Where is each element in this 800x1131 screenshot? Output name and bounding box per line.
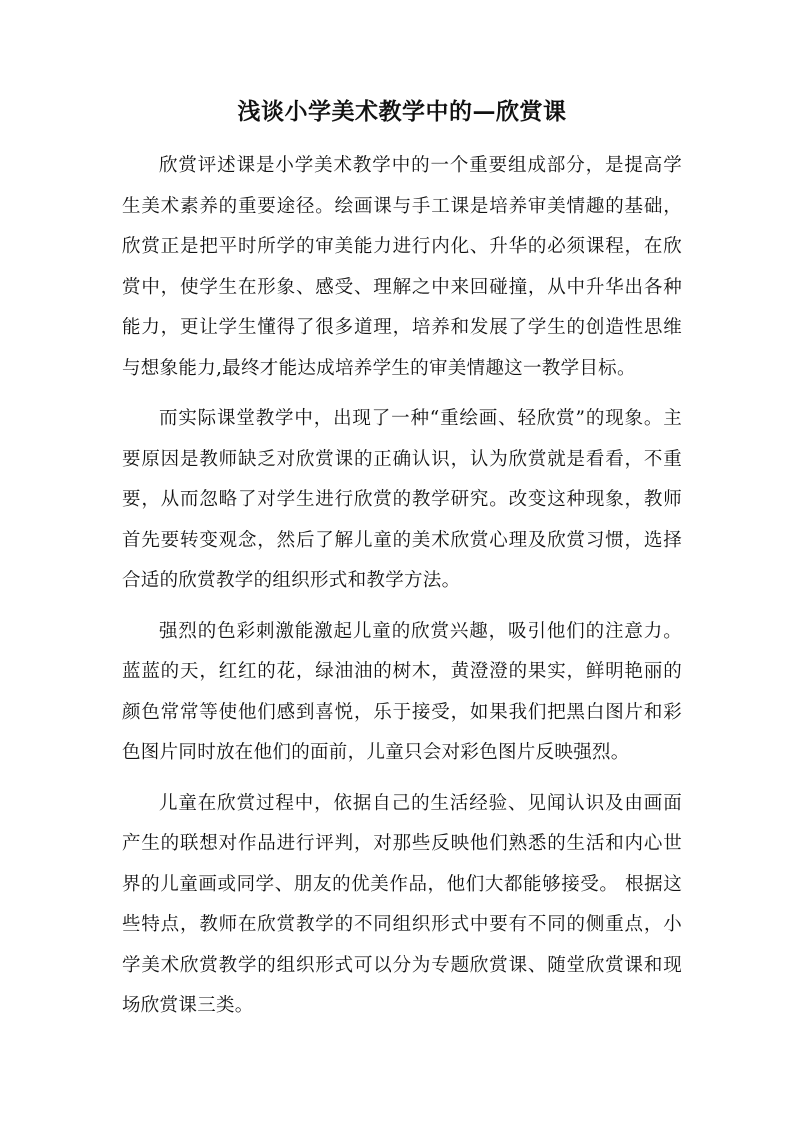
paragraph-3: 强烈的色彩刺激能激起儿童的欣赏兴趣，吸引他们的注意力。蓝蓝的天，红红的花，绿油油的树木，黄澄澄的果实，鲜明艳丽的颜色常常等使他们感到喜悦，乐于接受，如果我们把黑白图片和彩色图片同时放在他们的面前，儿童只会对彩色图片反映强烈。 [122,620,682,763]
document-title: 浅谈小学美术教学中的—欣赏课 [237,98,567,125]
document-page [122,92,682,1037]
paragraph-4: 儿童在欣赏过程中，依据自己的生活经验、见闻认识及由画面产生的联想对作品进行评判，对那些反映他们熟悉的生活和内心世界的儿童画或同学、朋友的优美作品，他们大都能够接受。 根据这些特点，教师在欣赏教学的不同组织形式中要有不同的侧重点，小学美术欣赏教学的组织形式可以分为专题欣赏课、随堂欣赏课和现场欣赏课三类。 [122,792,682,1016]
paragraph-2: 而实际课堂教学中，出现了一种“重绘画、轻欣赏”的现象。主要原因是教师缺乏对欣赏课的正确认识，认为欣赏就是看看，不重要，从而忽略了对学生进行欣赏的教学研究。改变这种现象，教师首先要转变观念，然后了解儿童的美术欣赏心理及欣赏习惯，选择合适的欣赏教学的组织形式和教学方法。 [122,408,682,591]
paragraph-1: 欣赏评述课是小学美术教学中的一个重要组成部分，是提高学生美术素养的重要途径。绘画课与手工课是培养审美情趣的基础，欣赏正是把平时所学的审美能力进行内化、升华的必须课程，在欣赏中，使学生在形象、感受、理解之中来回碰撞，从中升华出各种能力，更让学生懂得了很多道理，培养和发展了学生的创造性思维与想象能力,最终才能达成培养学生的审美情趣这一教学目标。 [122,155,682,379]
